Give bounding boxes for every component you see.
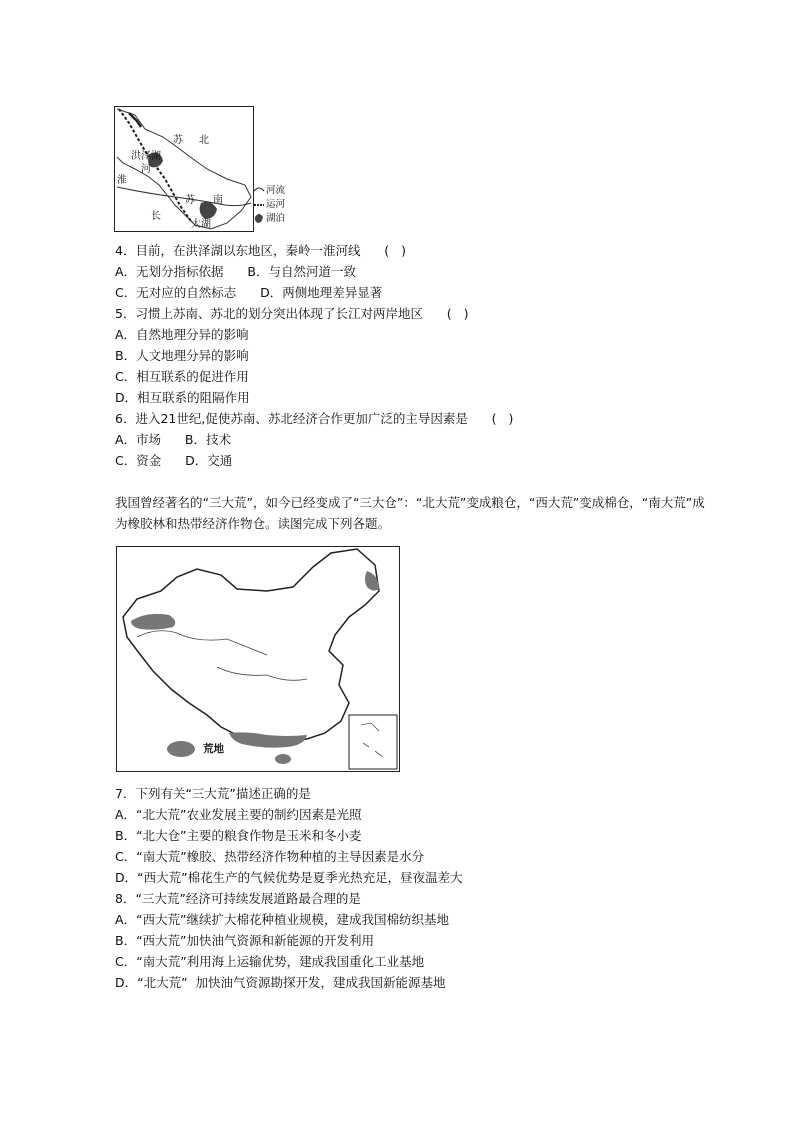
question-7-option-a: A．“北大荒”农业发展主要的制约因素是光照 bbox=[115, 807, 362, 822]
question-5-option-b: B．人文地理分异的影响 bbox=[115, 348, 249, 363]
map-label-su-north-1: 苏 bbox=[173, 135, 183, 146]
legend-lake: 湖泊 bbox=[266, 213, 286, 224]
question-6-options-ab: A．市场 B．技术 bbox=[115, 432, 231, 447]
question-7: 7．下列有关“三大荒”描述正确的是 bbox=[115, 786, 311, 801]
china-wasteland-map bbox=[116, 546, 400, 772]
question-8-option-a: A．“西大荒”继续扩大棉花种植业规模，建成我国棉纺织基地 bbox=[115, 912, 450, 927]
question-7-option-b: B．“北大仓”主要的粮食作物是玉米和冬小麦 bbox=[115, 828, 362, 843]
legend-river: 河流 bbox=[266, 185, 286, 196]
map-label-su-south: 苏 bbox=[185, 195, 195, 206]
map1-legend bbox=[252, 183, 312, 231]
map-label-bei: 北 bbox=[199, 135, 209, 146]
question-6-options-cd: C．资金 D．交通 bbox=[115, 453, 233, 468]
legend-swatch bbox=[167, 741, 195, 757]
map-label-taihu: 太湖 bbox=[191, 219, 211, 230]
question-5-option-a: A．自然地理分异的影响 bbox=[115, 327, 249, 342]
question-4-options-ab: A．无划分指标依据 B．与自然河道一致 bbox=[115, 264, 356, 279]
jiangsu-map bbox=[114, 106, 254, 232]
question-6: 6．进入21世纪,促使苏南、苏北经济合作更加广泛的主导因素是 ( ) bbox=[115, 411, 514, 426]
map-label-he: 河 bbox=[141, 164, 151, 175]
question-4: 4．目前，在洪泽湖以东地区，秦岭一淮河线 ( ) bbox=[115, 243, 406, 258]
question-8-option-d: D．“北大荒” 加快油气资源勘探开发，建成我国新能源基地 bbox=[115, 975, 446, 990]
map-label-chang: 长 bbox=[151, 211, 161, 222]
south-sea-inset bbox=[349, 715, 397, 769]
map-label-huai: 淮 bbox=[117, 175, 127, 186]
question-8: 8．“三大荒”经济可持续发展道路最合理的是 bbox=[115, 891, 361, 906]
question-5-option-c: C．相互联系的促进作用 bbox=[115, 369, 249, 384]
question-5: 5．习惯上苏南、苏北的划分突出体现了长江对两岸地区 ( ) bbox=[115, 306, 469, 321]
question-5-option-d: D．相互联系的阻隔作用 bbox=[115, 390, 250, 405]
intro-paragraph: 我国曾经著名的“三大荒”，如今已经变成了“三大仓”：“北大荒”变成粮仓，“西大荒”变成棉仓，“南大荒”成为橡胶林和热带经济作物仓。读图完成下列各题。 bbox=[115, 495, 705, 531]
question-8-option-c: C．“南大荒”利用海上运输优势，建成我国重化工业基地 bbox=[115, 954, 425, 969]
map-label-hongze-lake: 洪泽湖 bbox=[131, 151, 161, 162]
question-8-option-b: B．“西大荒”加快油气资源和新能源的开发利用 bbox=[115, 933, 375, 948]
question-7-option-d: D．“西大荒”棉花生产的气候优势是夏季光热充足，昼夜温差大 bbox=[115, 870, 463, 885]
legend-wasteland-label: 荒地 bbox=[203, 743, 224, 755]
jiangsu-map-drawing bbox=[115, 107, 253, 231]
question-4-options-cd: C．无对应的自然标志 D．两侧地理差异显著 bbox=[115, 285, 383, 300]
china-outline bbox=[117, 547, 399, 771]
legend-canal: 运河 bbox=[266, 199, 286, 210]
map-label-nan: 南 bbox=[213, 195, 223, 206]
legend-symbols bbox=[252, 183, 266, 231]
question-7-option-c: C．“南大荒”橡胶、热带经济作物种植的主导因素是水分 bbox=[115, 849, 425, 864]
hainan-wasteland-area bbox=[275, 754, 291, 764]
